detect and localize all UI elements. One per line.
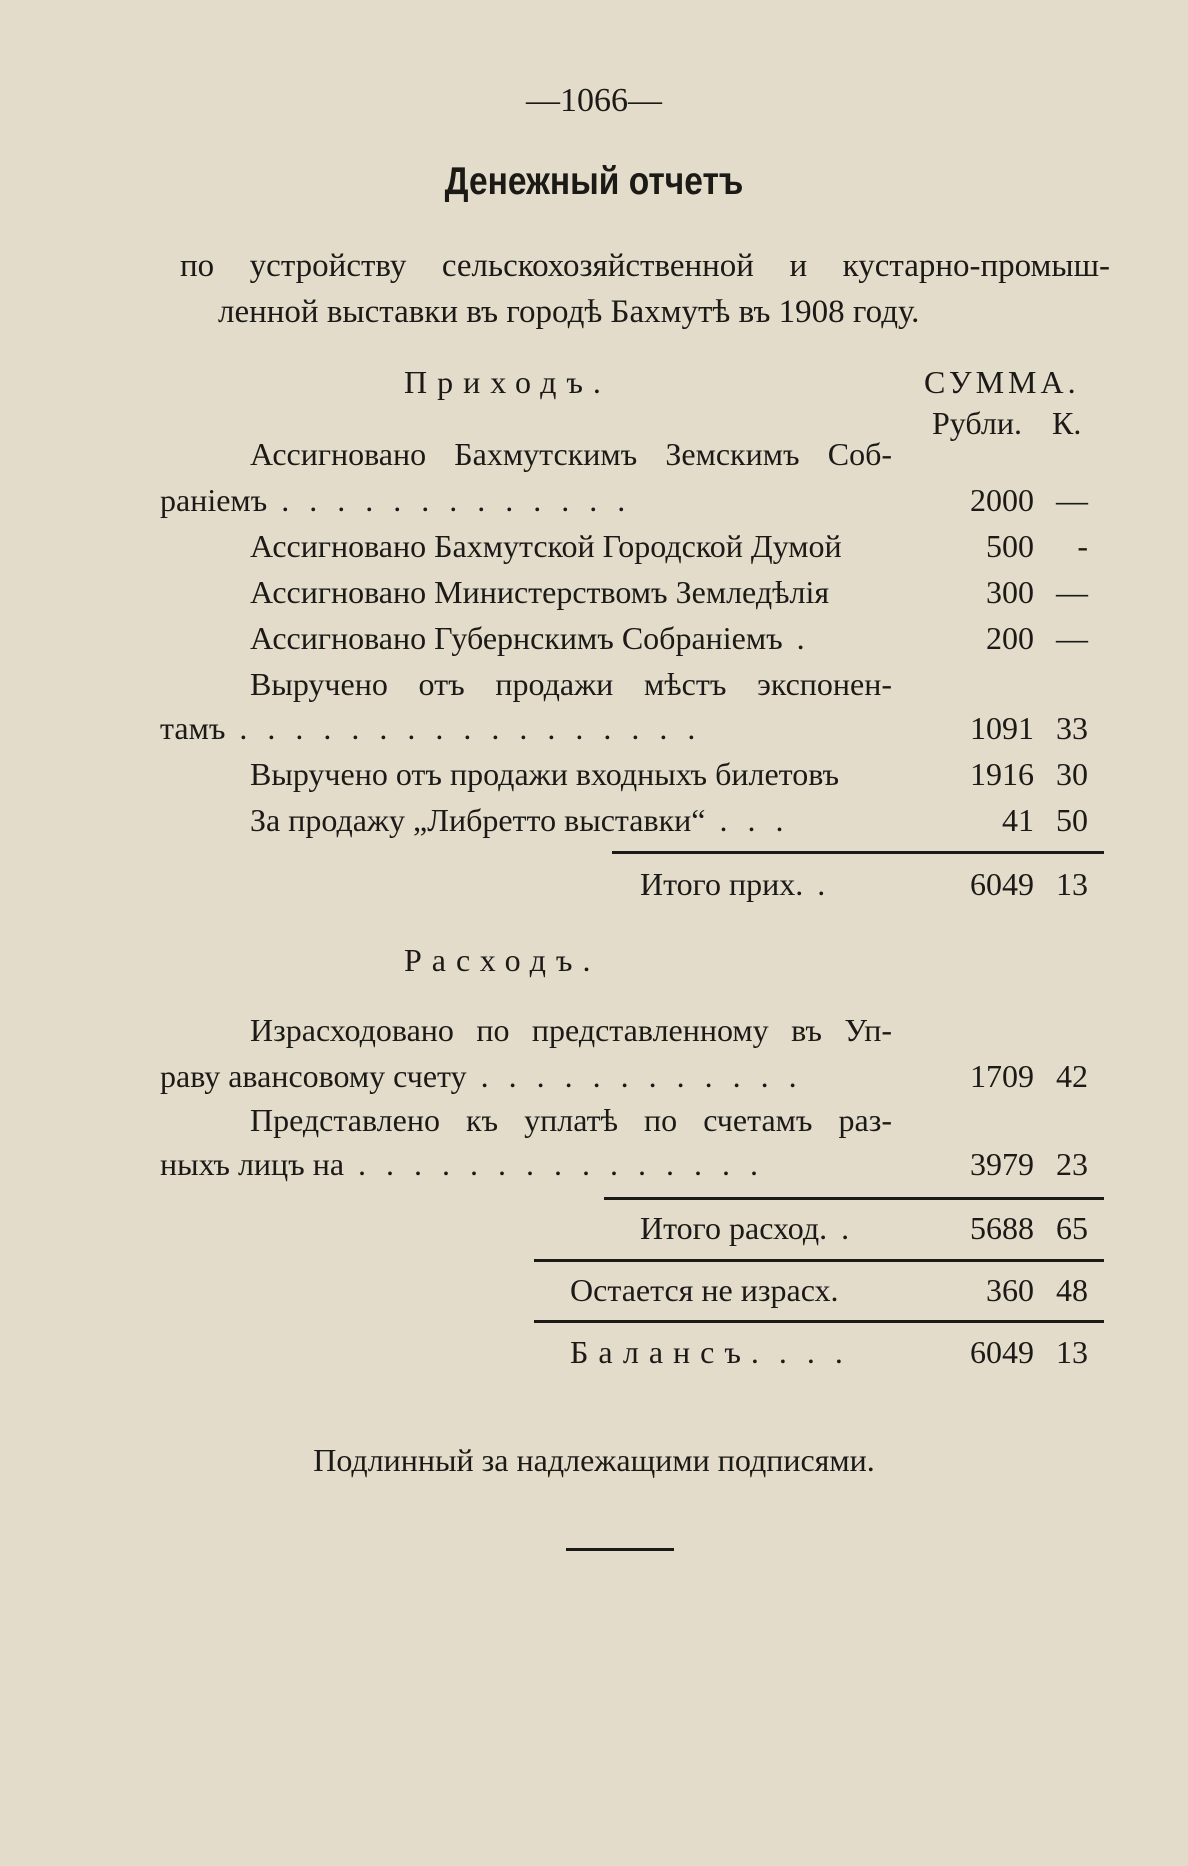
signature-note: Подлинный за надлежащими подписями. bbox=[313, 1442, 875, 1478]
income-item-label: Ассигновано Министерствомъ Земледѣлія bbox=[250, 574, 830, 610]
income-item-kopecks: - bbox=[1077, 528, 1088, 564]
income-item-kopecks: — bbox=[1056, 620, 1088, 656]
income-total-kopecks: 13 bbox=[1056, 866, 1088, 902]
income-total-rubles: 6049 bbox=[970, 866, 1034, 902]
income-item-rubles: 41 bbox=[1002, 802, 1034, 838]
report-subtitle-line-1: по устройству сельскохозяйственной и кустарно-промыш- bbox=[180, 248, 1110, 284]
remainder-label: Остается не израсх. bbox=[570, 1272, 839, 1308]
report-subtitle-line-2: ленной выставки въ городѣ Бахмутѣ въ 1908 году. bbox=[218, 294, 920, 330]
expense-total-kopecks: 65 bbox=[1056, 1210, 1088, 1246]
expense-item-rubles: 3979 bbox=[970, 1146, 1034, 1182]
expense-item-label: Израсходовано по представленному въ Уп- bbox=[250, 1012, 892, 1048]
balance-label: Балансъ. . . . bbox=[570, 1334, 849, 1370]
balance-kopecks: 13 bbox=[1056, 1334, 1088, 1370]
income-item-kopecks: 33 bbox=[1056, 710, 1088, 746]
expense-total-rule bbox=[604, 1197, 1104, 1200]
income-item-rubles: 200 bbox=[986, 620, 1034, 656]
income-item-label-cont: раніемъ . . . . . . . . . . . . . bbox=[160, 482, 632, 518]
income-item-rubles: 1091 bbox=[970, 710, 1034, 746]
rubles-column-heading: Рубли. bbox=[932, 405, 1022, 441]
income-item-kopecks: 50 bbox=[1056, 802, 1088, 838]
income-item-kopecks: — bbox=[1056, 482, 1088, 518]
expense-item-label-cont: ныхъ лицъ на . . . . . . . . . . . . . . . bbox=[160, 1146, 765, 1182]
page-number: —1066— bbox=[526, 82, 662, 119]
income-item-label: Ассигновано Губернскимъ Собраніемъ . bbox=[250, 620, 811, 656]
income-item-label-cont: тамъ . . . . . . . . . . . . . . . . . bbox=[160, 710, 702, 746]
income-item-rubles: 1916 bbox=[970, 756, 1034, 792]
expense-item-rubles: 1709 bbox=[970, 1058, 1034, 1094]
expense-item-label: Представлено къ уплатѣ по счетамъ раз- bbox=[250, 1102, 892, 1138]
expense-item-kopecks: 42 bbox=[1056, 1058, 1088, 1094]
expense-total-rubles: 5688 bbox=[970, 1210, 1034, 1246]
income-total-label: Итого прих. . bbox=[640, 866, 832, 902]
expense-item-label-cont: раву авансовому счету . . . . . . . . . . . . bbox=[160, 1058, 803, 1094]
income-item-rubles: 2000 bbox=[970, 482, 1034, 518]
sum-heading: СУММА. bbox=[924, 364, 1080, 400]
kopecks-column-heading: К. bbox=[1052, 405, 1082, 441]
income-item-label: Ассигновано Бахмутскимъ Земскимъ Соб- bbox=[250, 436, 892, 472]
income-item-label: Выручено отъ продажи мѣстъ экспонен- bbox=[250, 666, 892, 702]
balance-rule bbox=[534, 1320, 1104, 1323]
income-item-label: Выручено отъ продажи входныхъ билетовъ bbox=[250, 756, 840, 792]
expense-total-label: Итого расход. . bbox=[640, 1210, 856, 1246]
remainder-rubles: 360 bbox=[986, 1272, 1034, 1308]
income-item-label: За продажу „Либретто выставки“ . . . bbox=[250, 802, 790, 838]
income-total-rule bbox=[612, 851, 1104, 854]
income-item-kopecks: 30 bbox=[1056, 756, 1088, 792]
income-item-label: Ассигновано Бахмутской Городской Думой bbox=[250, 528, 842, 564]
closing-rule bbox=[566, 1548, 674, 1551]
income-item-rubles: 300 bbox=[986, 574, 1034, 610]
expense-item-kopecks: 23 bbox=[1056, 1146, 1088, 1182]
remainder-rule bbox=[534, 1259, 1104, 1262]
income-heading: Приходъ. bbox=[404, 364, 611, 400]
income-item-rubles: 500 bbox=[986, 528, 1034, 564]
expense-heading: Расходъ. bbox=[404, 942, 601, 978]
balance-rubles: 6049 bbox=[970, 1334, 1034, 1370]
income-item-kopecks: — bbox=[1056, 574, 1088, 610]
remainder-kopecks: 48 bbox=[1056, 1272, 1088, 1308]
report-title: Денежный отчетъ bbox=[444, 160, 744, 203]
